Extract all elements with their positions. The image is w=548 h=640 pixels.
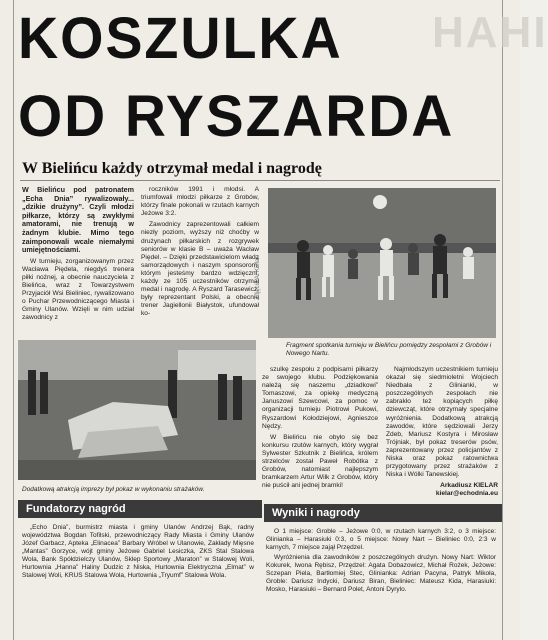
headline-line-2: OD RYSZARDA bbox=[18, 84, 455, 149]
photo-credit: Zdjęcia A. Kielar bbox=[255, 256, 261, 300]
subheadline: W Bielińcu każdy otrzymał medal i nagrodę bbox=[22, 160, 322, 177]
football-photo-image bbox=[268, 188, 496, 338]
results-box-text bbox=[266, 528, 496, 596]
subhead-divider bbox=[20, 180, 500, 181]
firefighters-photo-caption: Dodatkową atrakcją imprezy był pokaz w wykonaniu strażaków. bbox=[22, 486, 205, 493]
results-box-title: Wyniki i nagrody bbox=[264, 504, 502, 522]
body-paragraph: roczników 1991 i młodsi. A triumfowali młodzi piłkarze z Grobów, którzy finale pokonali w rzutach karnych Jeżowe 3:2. bbox=[141, 186, 259, 218]
firefighters-photo bbox=[18, 340, 256, 480]
firefighters-photo-image bbox=[18, 340, 256, 480]
body-paragraph: Zawodnicy zaprezentowali całkiem niezły poziom, wyższy niż choćby w drużynach piłkarskich z rozgrywek seniorów w klasie B – uważa Wacław Piędel. – Dzięki przedstawicielom władz samorządowych i naszym sponsorom, którym jesteśmy bardzo wdzięczni, każdy ze 105 uczestników otrzymał medal i nagrodę. A Ryszard Tarasewicz, były reprezentant Polski, a obecnie trener Jagiellonii Białystok, ufundował ko- bbox=[141, 221, 259, 318]
results-paragraph: Wyróżnienia dla zawodników z poszczególnych drużyn. Nowy Nart: Wiktor Kokurek, Iwona Rębisz, Przędzel: Agata Dobazowicz, Michał Rożek, Jeżowe: Sczepan Piela, Bartłomiej Stec, Glinianka: Adrian Pacyna, Patryk Mikoła, Groble: Dariusz Indycki, Dariusz Biran, Bieliniec: Mateusz Kida, Harasiuki: Mosko, Harasiuki – Bernard Polet, Antoni Dyrylo. bbox=[266, 554, 496, 593]
article-column-4 bbox=[386, 366, 498, 498]
article-column-1 bbox=[22, 186, 134, 336]
body-paragraph: W turnieju, zorganizowanym przez Wacława Piędela, niegdyś trenera piłki nożnej, a obecnie nauczyciela z Bielińca, wraz z Towarzystwem Przyjaciół Wsi Bieliniec, rywalizowano o Puchar Przewodniczącego Miasta i Gminy Ulanów. Wzięli w nim udział zawodnicy z bbox=[22, 257, 134, 322]
bleed-through-headline: HAHI bbox=[432, 8, 548, 57]
article-column-2 bbox=[141, 186, 259, 336]
sponsors-box-text bbox=[22, 524, 254, 582]
left-border bbox=[13, 0, 14, 640]
results-paragraph: O 1 miejsce: Groble – Jeżowe 0:0, w rzutach karnych 3:2, o 3 miejsce: Glinianka – Harasiuki 0:3, o 5 miejsce: Nowy Nart – Bieliniec 0:0, 2:3 w karnych, 7 miejsce zajął Przędzel. bbox=[266, 528, 496, 551]
headline-line-1: KOSZULKA bbox=[18, 6, 343, 71]
body-paragraph: szulkę zespołu z podpisami piłkarzy ze swojego klubu. Podziękowania należą się naszemu „dziadkowi” Tomaszowi, za opiekę medyczną Januszowi Szewcowi, za pomoc w organizacji turnieju Piotrowi Pukowi, Ryszardowi Kołodziejowi, Agnieszce Nędzy. bbox=[262, 366, 378, 430]
sponsors-box-title: Fundatorzy nagród bbox=[18, 500, 262, 518]
right-border bbox=[502, 0, 503, 640]
football-photo-caption: Fragment spotkania turnieju w Bielińcu pomiędzy zespołami z Grobów i Nowego Nartu. bbox=[286, 342, 492, 357]
football-match-photo bbox=[268, 188, 496, 338]
body-paragraph: W Bielińcu nie obyło się bez konkursu rzutów karnych, który wygrał Sylwester Szkutnik z Bielińca, królem strzelców został Paweł Robótka z Grobów, natomiast najlepszym bramkarzem Artur Wilk z Grobów, który nie puścił ani jednej bramki! bbox=[262, 433, 378, 490]
lead-paragraph: W Bielińcu pod patronatem „Echa Dnia” rywalizowały... „dzikie drużyny”. Czyli młodzi piłkarze, którzy są zwykłymi amatorami, nie trenują w żadnym klubie. Mimo tego zaimponowali wcale niemałymi umiejętnościami. bbox=[22, 185, 134, 255]
body-paragraph: Najmłodszym uczestnikiem turnieju okazał się siedmioletni Wojciech Niedbała z Glinianki, w poszczególnych zespołach nie zabrakło też kopiących piłkę dziewcząt, które otrzymały specjalne wyróżnienia. Dodatkową atrakcją zawodów, które sędziowali Jerzy Zdeb, Mariusz Kostyra i Mirosław Trójniak, był pokaz treserów psów, zaprezentowany przez policjantów z Niska oraz pokaz ratownictwa przygotowany przez strażaków z Niska i Wólki Tanewskiej. bbox=[386, 366, 498, 479]
author-signature: Arkadiusz KIELAR bbox=[440, 482, 498, 490]
sponsors-paragraph: „Echo Dnia”, burmistrz miasta i gminy Ulanów Andrzej Bąk, radny województwa Bogdan Tofilski, przewodniczący Rady Miasta i Gminy Ulanów Józef Garbacz, Apteka „Elinacea” Barbary Wróbel w Ulanowie, Zakłady Mięsne „Mantas” Gorzyce, wójt gminy Jeżowe Gabriel Lesiczka, ZKS Stal Stalowa Wola, Bank Spółdzielczy Ulanów, Sklep Sportowy „Maraton” w Stalowej Woli, Hurtownia „Hanna” Haliny Dudzic z Niska, Hurtownia Elektryczna „Elmat” w Stalowej Woli, KRUS Stalowa Wola, Hurtownia „Tryumf” Stalowa Wola. bbox=[22, 524, 254, 579]
article-column-3 bbox=[262, 366, 378, 496]
author-email: kielar@echodnia.eu bbox=[435, 490, 498, 498]
